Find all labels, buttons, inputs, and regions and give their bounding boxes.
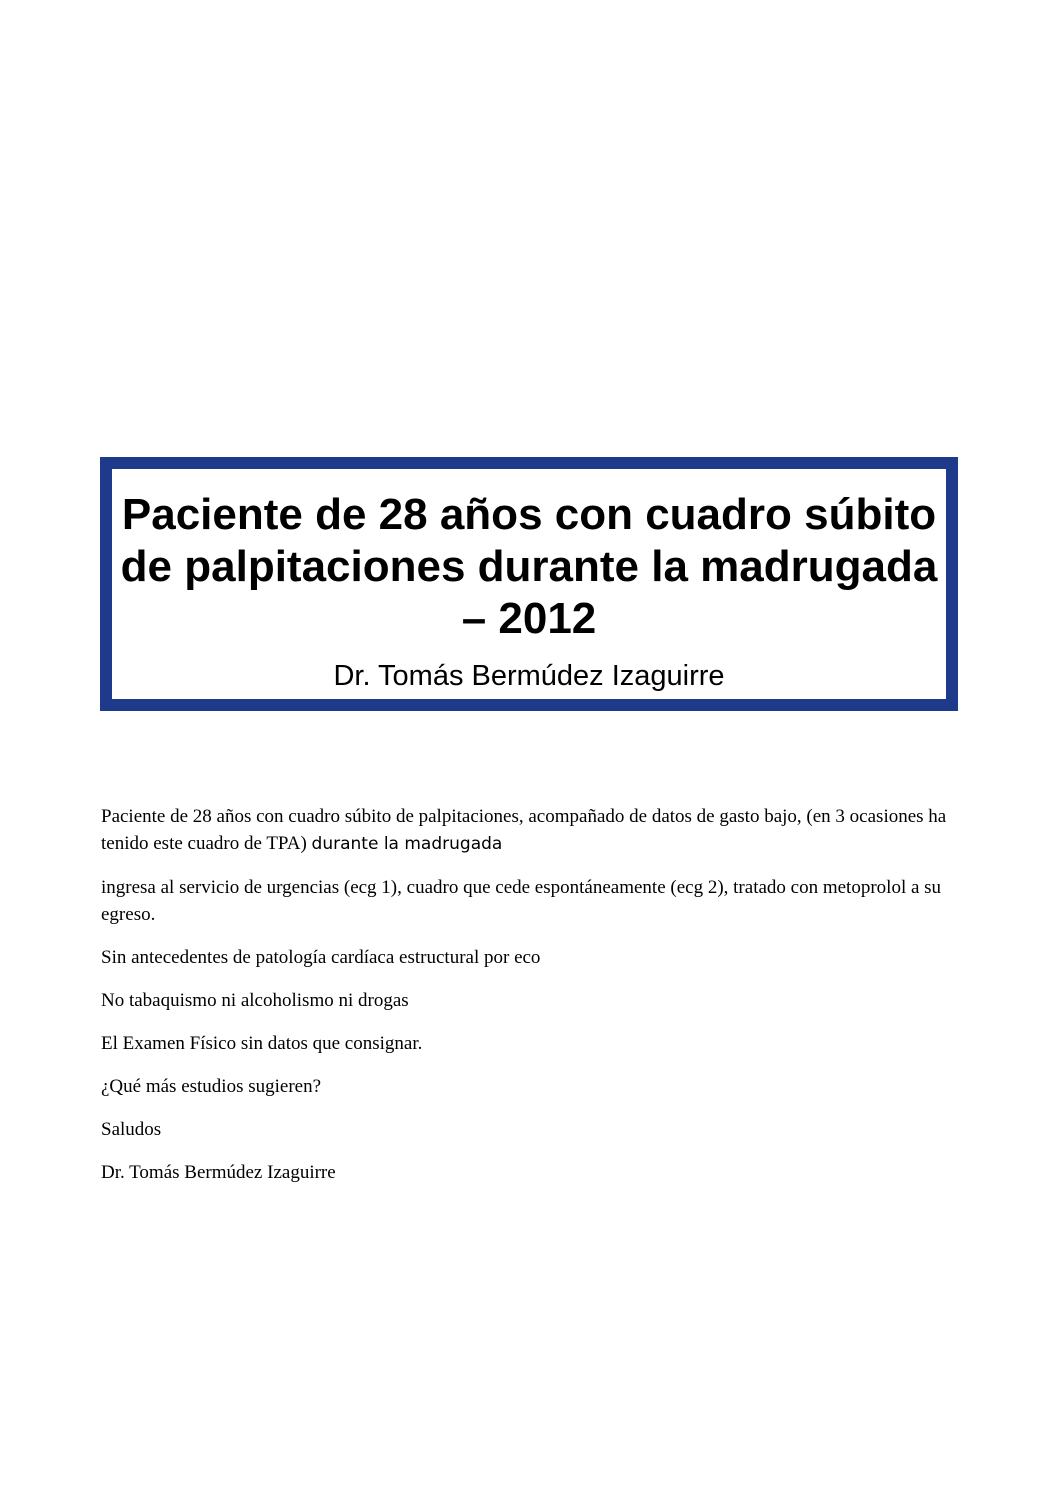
document-author: Dr. Tomás Bermúdez Izaguirre (333, 660, 725, 692)
paragraph-greeting: Saludos (101, 1119, 162, 1140)
paragraph-question: ¿Qué más estudios sugieren? (101, 1076, 322, 1097)
presentation-emphasis: durante la madrugada (311, 834, 503, 854)
presentation-text: Paciente de 28 años con cuadro súbito de palpitaciones, acompañado de datos de gasto bajo, (en 3 ocasiones ha tenido este cuadro de TPA) (101, 806, 947, 854)
paragraph-exam: El Examen Físico sin datos que consignar. (101, 1033, 423, 1054)
case-description (101, 803, 961, 1202)
title-box (100, 457, 958, 711)
paragraph-admission: ingresa al servicio de urgencias (ecg 1), cuadro que cede espontáneamente (ecg 2), tratado con metoprolol a su egreso. (101, 877, 942, 925)
paragraph-presentation (101, 803, 961, 858)
paragraph-history: Sin antecedentes de patología cardíaca estructural por eco (101, 947, 541, 968)
paragraph-habits: No tabaquismo ni alcoholismo ni drogas (101, 990, 409, 1011)
paragraph-signature: Dr. Tomás Bermúdez Izaguirre (101, 1162, 336, 1183)
document-title: Paciente de 28 años con cuadro súbito de palpitaciones durante la madrugada – 2012 (120, 490, 938, 643)
